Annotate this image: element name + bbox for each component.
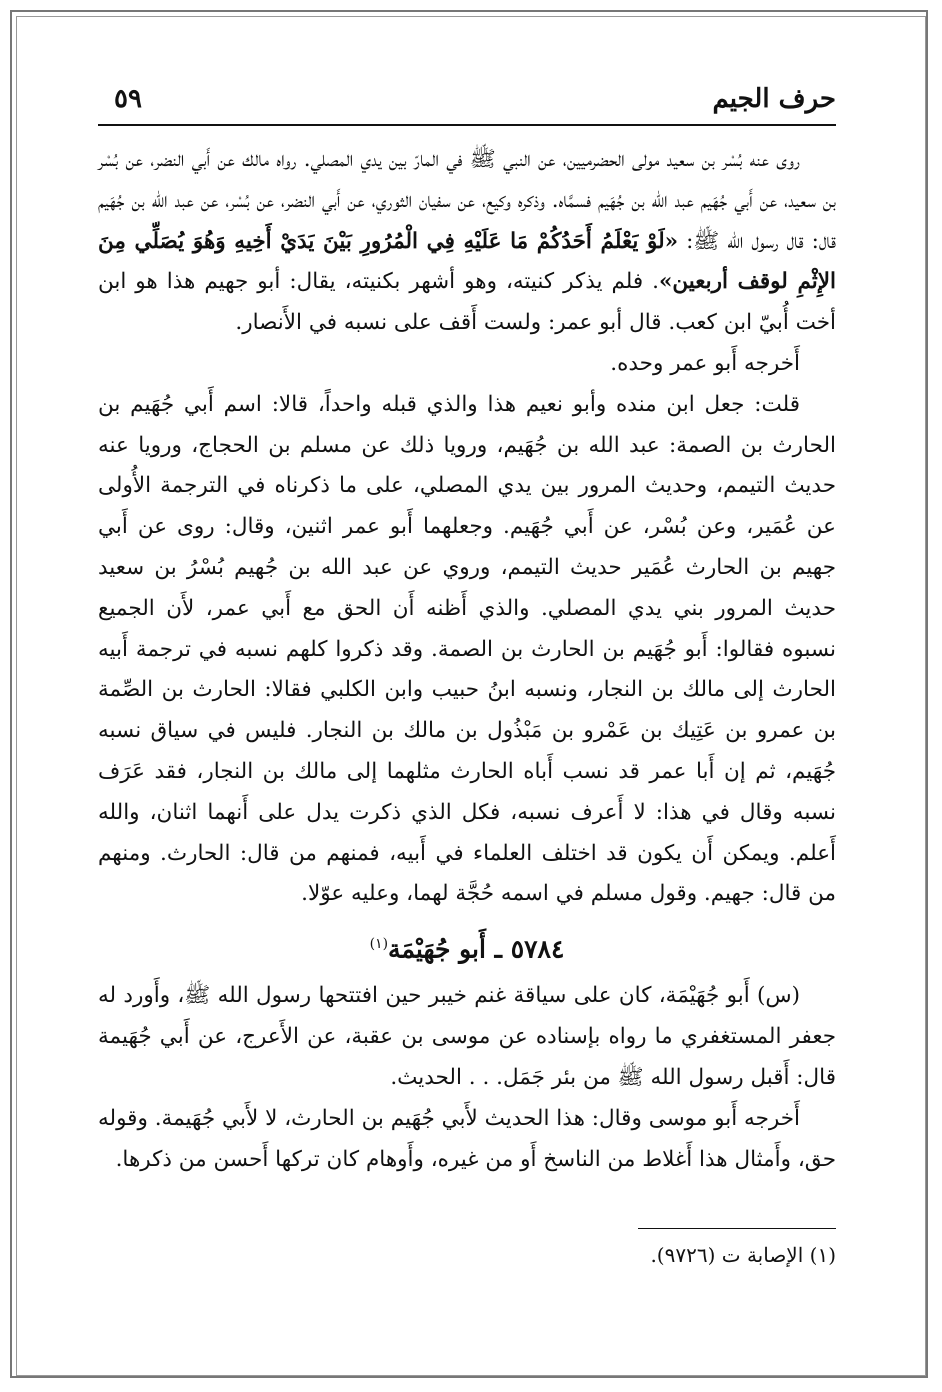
footnote: (١) الإصابة ت (٩٧٢٦).	[650, 1243, 836, 1267]
footnote-marker: (١)	[369, 936, 389, 953]
page-number: ٥٩	[114, 84, 142, 114]
paragraph: أَخرجه أَبو عمر وحده.	[610, 350, 800, 376]
paragraph: قلت: جعل ابن منده وأبو نعيم هذا والذي قبله واحداً، قالا: اسم أَبي جُهَيم بن الحارث بن الصمة: عبد الله بن جُهَيم، ورويا ذلك عن مسلم بن الحجاج، ورويا عنه حديث التيمم، وحديث المرور بين يدي المصلي، على ما ذكرناه في الترجمة الأُولى عن عُمَير، وعن بُسْر، عن أَبي جُهَيم. وجعلهما أَبو عمر اثنين، وقال: روى عن أَبي جهيم بن الحارث عُمَير حديث التيمم، وروي عن عبد الله بن جُهيم بُسْرُ بن سعيد حديث المرور بني يدي المصلي. والذي أَظنه أَن الحق مع أَبي عمر، لأَن الجميع نسبوه فقالوا: أَبو جُهَيم بن الحارث بن الصمة. وقد ذكروا كلهم نسبه في ترجمة أَبيه الحارث إلى مالك بن النجار، ونسبه ابنُ حبيب وابن الكلبي فقالا: الحارث بن الصِّمة بن عمرو بن عَتِيك بن عَمْرو بن مَبْذُول بن مالك بن النجار. فليس في سياق نسبه جُهَيم، ثم إن أَبا عمر قد نسب أَباه الحارث مثلهما إلى مالك بن النجار، فقد عَرَف نسبه وقال في هذا: لا أَعرف نسبه، فكل الذي ذكرت يدل على أَنهما اثنان، والله أَعلم. ويمكن أَن يكون قد اختلف العلماء في أَبيه، فمنهم من قال: الحارث. ومنهم من قال: جهيم. وقول مسلم في اسمه حُجَّة لهما، وعليه عوّلا.	[98, 391, 836, 907]
main-text	[98, 140, 836, 1180]
entry-heading-text: ٥٧٨٤ ـ أَبو جُهَيْمَة	[388, 934, 565, 964]
paragraph: (س) أَبو جُهَيْمَة، كان على سياقة غنم خيبر حين افتتحها رسول الله ﷺ، وأَورد له جعفر المستغفري ما رواه بإسناده عن موسى بن عقبة، عن الأَعرج، عن أَبي جُهَيمة قال: أَقبل رسول الله ﷺ من بئر جَمَل. . . الحديث.	[98, 983, 836, 1091]
running-title: حرف الجيم	[712, 84, 836, 114]
paragraph	[98, 140, 836, 344]
footnote-divider	[638, 1228, 836, 1229]
hadith-quote: «لَوْ يَعْلَمُ أَحَدُكُمْ مَا عَلَيْهِ فِي الْمُرُورِ بَيْنَ يَدَيْ أَخِيهِ وَهُوَ يُصَلِّي مِنَ الإِثْمِ لوقف أربعين»	[98, 228, 836, 295]
entry-heading	[98, 921, 836, 972]
running-header	[98, 80, 836, 126]
paragraph-text: روى عنه بُسْر بن سعيد مولى الحضرميين، عن النبي ﷺ في المارّ بين يدي المصلي. رواه مالك عن أَبي النضر، عن بُسْر بن سعيد، عن أَبي جُهَيم عبد الله بن جُهَيم فسمَّاه. وذكره وكيع، عن سفيان الثوري، عن أَبي النضر، عن بُسْر، عن عبد الله بن جُهَيم قال: قال رسول الله ﷺ:	[98, 147, 836, 254]
paragraph: أَخرجه أَبو موسى وقال: هذا الحديث لأَبي جُهَيم بن الحارث، لا لأَبي جُهَيمة. وقوله حق، وأَمثال هذا أَغلاط من الناسخ أَو من غيره، وأَوهام كان تركها أَحسن من ذكرها.	[98, 1105, 836, 1172]
page-content	[98, 80, 836, 1370]
paragraph-text: . فلم يذكر كنيته، وهو أشهر بكنيته، يقال: أبو جهيم هذا هو ابن أخت أُبيّ ابن كعب. قال أبو عمر: ولست أَقف على نسبه في الأَنصار.	[98, 269, 836, 336]
